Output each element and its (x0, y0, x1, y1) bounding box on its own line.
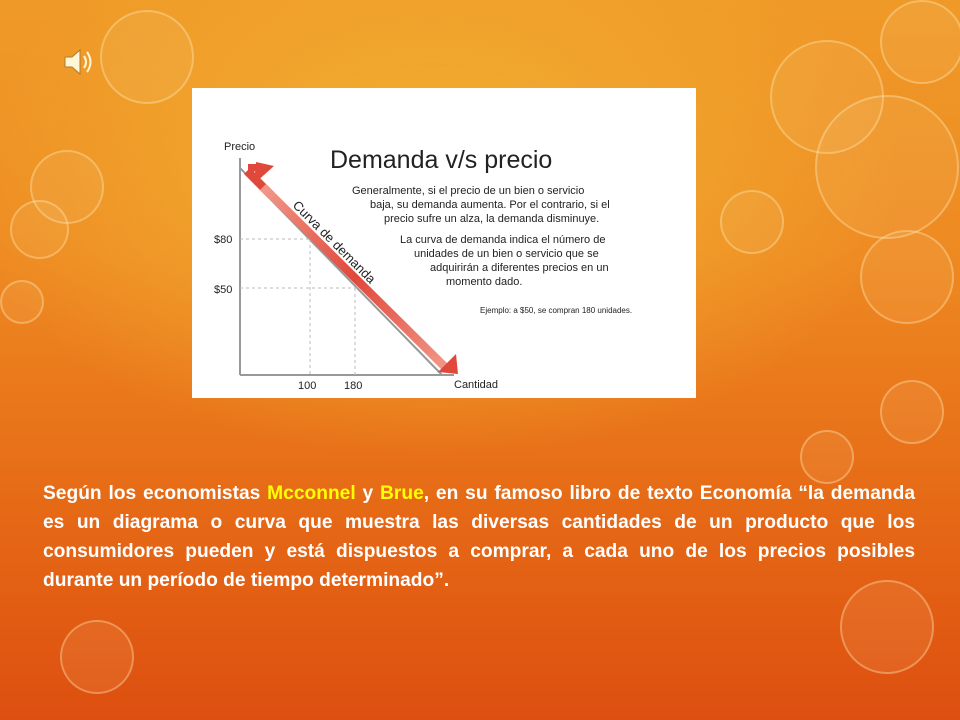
x-axis-label: Cantidad (454, 379, 499, 391)
description-line: Generalmente, si el precio de un bien o servicio (352, 185, 585, 197)
description-line: unidades de un bien o servicio que se (414, 248, 599, 260)
paragraph-text: y (355, 483, 381, 504)
speaker-icon[interactable] (62, 46, 96, 78)
price-tick-80: $80 (214, 234, 233, 246)
description-line: momento dado. (446, 276, 523, 288)
definition-paragraph (43, 479, 915, 595)
description-line: adquirirán a diferentes precios en un (430, 262, 609, 274)
price-tick-50: $50 (214, 284, 233, 296)
diagram-title: Demanda v/s precio (330, 146, 553, 174)
curve-label: Curva de demanda (289, 197, 379, 287)
description-line: precio sufre un alza, la demanda disminuye. (384, 213, 600, 225)
paragraph-text: Según los economistas (43, 483, 268, 504)
example-note: Ejemplo: a $50, se compran 180 unidades. (480, 306, 633, 315)
y-axis-label: Precio (224, 141, 256, 153)
quantity-tick-100: 100 (298, 380, 317, 392)
description-line: baja, su demanda aumenta. Por el contrario, si el (370, 199, 610, 211)
description-line: La curva de demanda indica el número de (400, 234, 606, 246)
demand-diagram (192, 88, 696, 398)
quantity-tick-180: 180 (344, 380, 363, 392)
paragraph-text: , en su famoso libro de texto Economía “la demanda es un diagrama o curva que muestra las diversas cantidades de un producto que los consumidores pueden y está dispuestos a comprar, a cada uno de los precios posibles durante un período de tiempo determinado”. (43, 483, 915, 591)
author-mcconnel: Mcconnel (267, 483, 356, 504)
author-brue: Brue (380, 483, 424, 504)
